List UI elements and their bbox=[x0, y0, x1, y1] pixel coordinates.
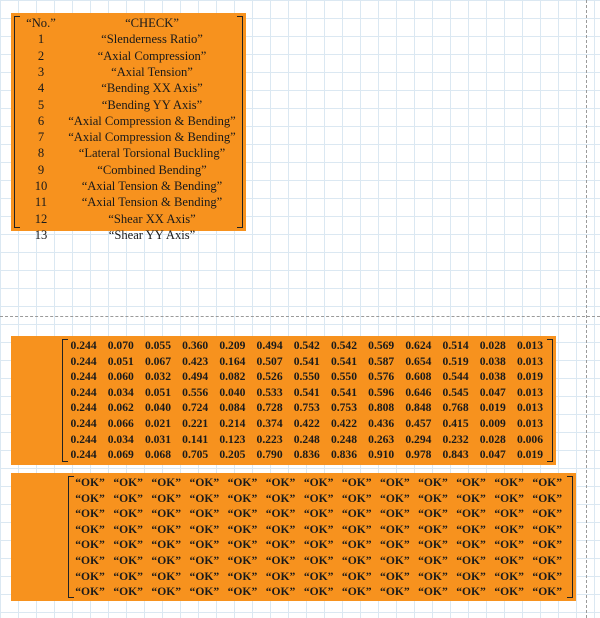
check-cell: “OK” bbox=[380, 522, 410, 536]
ratio-cell: 0.082 bbox=[219, 370, 246, 384]
ratio-cell: 0.415 bbox=[442, 417, 469, 430]
ratio-cell: 0.550 bbox=[293, 370, 320, 384]
check-cell: “OK” bbox=[532, 507, 563, 521]
ratio-cell: 0.068 bbox=[144, 448, 172, 462]
list-item bbox=[11, 178, 246, 194]
list-item bbox=[11, 145, 246, 161]
check-cell: “OK” bbox=[189, 522, 220, 536]
ratio-cell: 0.724 bbox=[182, 401, 209, 415]
ratio-cell: 0.221 bbox=[182, 417, 209, 430]
ratio-cell: 0.164 bbox=[219, 354, 246, 368]
ratio-cell: 0.494 bbox=[182, 370, 209, 384]
page-boundary-vertical bbox=[586, 0, 587, 618]
check-cell: “OK” bbox=[75, 585, 105, 599]
check-cell: “OK” bbox=[456, 554, 486, 567]
check-cell: “OK” bbox=[113, 554, 143, 567]
check-cell: “OK” bbox=[494, 476, 524, 489]
ratio-cell: 0.836 bbox=[330, 448, 358, 462]
ratio-cell: 0.013 bbox=[516, 339, 544, 352]
check-cell: “OK” bbox=[113, 585, 143, 599]
check-cell: “OK” bbox=[227, 507, 258, 521]
check-cell: “OK” bbox=[75, 569, 105, 583]
check-cell: “OK” bbox=[303, 554, 334, 567]
ratio-cell: 0.768 bbox=[442, 401, 469, 415]
ratio-cell: 0.654 bbox=[405, 354, 432, 368]
check-description: “Slenderness Ratio” bbox=[101, 32, 203, 47]
check-cell: “OK” bbox=[418, 585, 448, 599]
ratio-matrix[interactable] bbox=[11, 336, 556, 465]
ratio-cell: 0.587 bbox=[368, 354, 395, 368]
ratio-cell: 0.263 bbox=[368, 432, 395, 446]
check-cell: “OK” bbox=[380, 538, 410, 552]
check-cell: “OK” bbox=[151, 522, 182, 536]
check-cell: “OK” bbox=[418, 554, 448, 567]
check-cell: “OK” bbox=[380, 476, 410, 489]
check-cell: “OK” bbox=[341, 476, 372, 489]
check-description: “Combined Bending” bbox=[97, 162, 207, 177]
check-cell: “OK” bbox=[341, 569, 372, 583]
ratio-cell: 0.141 bbox=[182, 432, 209, 446]
check-cell: “OK” bbox=[494, 554, 524, 567]
ratio-cell: 0.542 bbox=[330, 339, 358, 352]
ratio-cell: 0.244 bbox=[70, 339, 97, 352]
check-description: “Axial Tension” bbox=[111, 64, 193, 79]
ratio-cell: 0.062 bbox=[107, 401, 134, 415]
check-number: 4 bbox=[37, 81, 45, 96]
check-cell: “OK” bbox=[418, 476, 448, 489]
ratio-cell: 0.019 bbox=[516, 370, 544, 384]
check-cell: “OK” bbox=[532, 522, 563, 536]
ratio-cell: 0.060 bbox=[107, 370, 134, 384]
check-number: 2 bbox=[37, 48, 45, 63]
check-cell: “OK” bbox=[303, 538, 334, 552]
check-cell: “OK” bbox=[227, 522, 258, 536]
ratio-cell: 0.244 bbox=[70, 401, 97, 415]
check-cell: “OK” bbox=[151, 491, 182, 505]
check-number: 10 bbox=[34, 179, 48, 193]
check-number: 3 bbox=[37, 64, 45, 79]
check-cell: “OK” bbox=[189, 507, 220, 521]
list-item bbox=[11, 227, 246, 243]
ratio-cell: 0.556 bbox=[182, 385, 209, 399]
list-item bbox=[11, 194, 246, 210]
check-cell: “OK” bbox=[341, 522, 372, 536]
ratio-cell: 0.038 bbox=[479, 354, 506, 368]
check-number: 9 bbox=[37, 162, 45, 177]
list-item bbox=[11, 162, 246, 178]
ratio-cell: 0.569 bbox=[368, 339, 395, 352]
check-cell: “OK” bbox=[189, 585, 220, 599]
ratio-cell: 0.040 bbox=[219, 385, 246, 399]
ratio-cell: 0.545 bbox=[442, 385, 469, 399]
check-cell: “OK” bbox=[227, 554, 258, 567]
check-cell: “OK” bbox=[265, 585, 296, 599]
check-cell: “OK” bbox=[113, 491, 143, 505]
check-cell: “OK” bbox=[265, 522, 296, 536]
check-cell: “OK” bbox=[227, 476, 258, 489]
ratio-cell: 0.541 bbox=[293, 354, 320, 368]
list-item bbox=[11, 80, 246, 96]
check-cell: “OK” bbox=[227, 585, 258, 599]
check-cell: “OK” bbox=[532, 554, 563, 567]
check-description: “Shear YY Axis” bbox=[108, 227, 196, 242]
check-cell: “OK” bbox=[456, 585, 486, 599]
list-item bbox=[11, 48, 246, 64]
ratio-cell: 0.209 bbox=[219, 339, 246, 352]
check-cell: “OK” bbox=[418, 522, 448, 536]
ratio-cell: 0.542 bbox=[293, 339, 320, 352]
check-cell: “OK” bbox=[303, 522, 334, 536]
ratio-cell: 0.248 bbox=[330, 432, 358, 446]
check-cell: “OK” bbox=[418, 569, 448, 583]
page-boundary-horizontal bbox=[0, 316, 600, 317]
ratio-cell: 0.028 bbox=[479, 339, 506, 352]
ratio-cell: 0.541 bbox=[330, 385, 358, 399]
check-cell: “OK” bbox=[456, 507, 486, 521]
check-cell: “OK” bbox=[303, 491, 334, 505]
check-cell: “OK” bbox=[265, 507, 296, 521]
check-number: 13 bbox=[34, 227, 48, 242]
check-cell: “OK” bbox=[151, 585, 182, 599]
ratio-cell: 0.013 bbox=[516, 385, 544, 399]
check-cell: “OK” bbox=[75, 554, 105, 567]
ratio-cell: 0.013 bbox=[516, 417, 544, 430]
ratio-cell: 0.084 bbox=[219, 401, 246, 415]
check-cell: “OK” bbox=[227, 538, 258, 552]
ratio-cell: 0.232 bbox=[442, 432, 469, 446]
check-cell: “OK” bbox=[75, 491, 105, 505]
ratio-cell: 0.066 bbox=[107, 417, 134, 430]
header-check: “CHECK” bbox=[125, 16, 179, 30]
list-item bbox=[11, 97, 246, 113]
ratio-cell: 0.013 bbox=[516, 354, 544, 368]
ratio-cell: 0.019 bbox=[479, 401, 506, 415]
check-matrix[interactable] bbox=[11, 473, 576, 601]
ratio-cell: 0.244 bbox=[70, 385, 97, 399]
ratio-cell: 0.031 bbox=[144, 432, 172, 446]
check-cell: “OK” bbox=[341, 538, 372, 552]
check-cell: “OK” bbox=[303, 476, 334, 489]
check-cell: “OK” bbox=[151, 569, 182, 583]
ratio-cell: 0.360 bbox=[182, 339, 209, 352]
check-description: “Shear XX Axis” bbox=[108, 211, 196, 226]
check-cell: “OK” bbox=[265, 491, 296, 505]
check-number: 6 bbox=[37, 113, 45, 128]
ratio-cell: 0.436 bbox=[368, 417, 395, 430]
check-cell: “OK” bbox=[189, 538, 220, 552]
ratio-cell: 0.494 bbox=[256, 339, 283, 352]
check-description: “Axial Compression & Bending” bbox=[68, 113, 236, 128]
list-item bbox=[11, 31, 246, 47]
check-cell: “OK” bbox=[494, 569, 524, 583]
ratio-cell: 0.526 bbox=[256, 370, 283, 384]
check-number: 1 bbox=[37, 32, 45, 47]
check-cell: “OK” bbox=[456, 569, 486, 583]
check-description: “Bending YY Axis” bbox=[101, 97, 203, 112]
ratio-cell: 0.034 bbox=[107, 385, 134, 399]
check-cell: “OK” bbox=[189, 491, 220, 505]
check-cell: “OK” bbox=[303, 585, 334, 599]
check-cell: “OK” bbox=[456, 522, 486, 536]
ratio-cell: 0.069 bbox=[107, 448, 134, 462]
ratio-cell: 0.519 bbox=[442, 354, 469, 368]
check-cell: “OK” bbox=[265, 538, 296, 552]
ratio-cell: 0.070 bbox=[107, 339, 134, 352]
ratio-cell: 0.019 bbox=[516, 448, 544, 462]
check-cell: “OK” bbox=[494, 507, 524, 521]
check-description: “Axial Tension & Bending” bbox=[81, 195, 223, 210]
ratio-cell: 0.040 bbox=[144, 401, 172, 415]
check-cell: “OK” bbox=[113, 476, 143, 489]
ratio-cell: 0.006 bbox=[516, 432, 544, 446]
check-cell: “OK” bbox=[113, 507, 143, 521]
check-description: “Axial Tension & Bending” bbox=[81, 179, 223, 193]
list-item bbox=[11, 113, 246, 129]
check-cell: “OK” bbox=[341, 491, 372, 505]
ratio-cell: 0.576 bbox=[368, 370, 395, 384]
ratio-cell: 0.028 bbox=[479, 432, 506, 446]
ratio-cell: 0.541 bbox=[330, 354, 358, 368]
header-no: “No.” bbox=[26, 16, 56, 30]
check-cell: “OK” bbox=[341, 507, 372, 521]
ratio-cell: 0.034 bbox=[107, 432, 134, 446]
check-cell: “OK” bbox=[75, 507, 105, 521]
ratio-cell: 0.596 bbox=[368, 385, 395, 399]
check-cell: “OK” bbox=[418, 491, 448, 505]
ratio-cell: 0.244 bbox=[70, 354, 97, 368]
ratio-cell: 0.244 bbox=[70, 448, 97, 462]
ratio-cell: 0.051 bbox=[107, 354, 134, 368]
ratio-cell: 0.423 bbox=[182, 354, 209, 368]
check-description: “Axial Compression” bbox=[97, 48, 207, 63]
check-cell: “OK” bbox=[227, 569, 258, 583]
ratio-cell: 0.047 bbox=[479, 448, 506, 462]
ratio-cell: 0.514 bbox=[442, 339, 469, 352]
check-cell: “OK” bbox=[494, 522, 524, 536]
ratio-cell: 0.374 bbox=[256, 417, 283, 430]
check-cell: “OK” bbox=[189, 476, 220, 489]
check-cell: “OK” bbox=[494, 585, 524, 599]
check-cell: “OK” bbox=[151, 507, 182, 521]
list-item bbox=[11, 211, 246, 227]
check-cell: “OK” bbox=[456, 491, 486, 505]
check-cell: “OK” bbox=[456, 476, 486, 489]
ratio-cell: 0.244 bbox=[70, 417, 97, 430]
ratio-cell: 0.123 bbox=[219, 432, 246, 446]
ratio-cell: 0.051 bbox=[144, 385, 172, 399]
check-cell: “OK” bbox=[151, 554, 182, 567]
ratio-cell: 0.244 bbox=[70, 370, 97, 384]
check-number: 5 bbox=[37, 97, 45, 112]
check-cell: “OK” bbox=[265, 569, 296, 583]
check-cell: “OK” bbox=[303, 569, 334, 583]
check-list-matrix[interactable] bbox=[11, 13, 246, 242]
check-cell: “OK” bbox=[113, 569, 143, 583]
ratio-cell: 0.021 bbox=[144, 417, 172, 430]
ratio-cell: 0.808 bbox=[368, 401, 395, 415]
check-cell: “OK” bbox=[265, 554, 296, 567]
check-cell: “OK” bbox=[380, 491, 410, 505]
ratio-cell: 0.790 bbox=[256, 448, 283, 462]
check-cell: “OK” bbox=[380, 554, 410, 567]
check-cell: “OK” bbox=[151, 538, 182, 552]
ratio-cell: 0.705 bbox=[182, 448, 209, 462]
ratio-cell: 0.550 bbox=[330, 370, 358, 384]
ratio-cell: 0.032 bbox=[144, 370, 172, 384]
check-cell: “OK” bbox=[532, 569, 563, 583]
check-cell: “OK” bbox=[341, 554, 372, 567]
check-cell: “OK” bbox=[113, 538, 143, 552]
check-number: 8 bbox=[37, 146, 45, 161]
check-number: 12 bbox=[34, 211, 48, 226]
ratio-cell: 0.214 bbox=[219, 417, 246, 430]
ratio-cell: 0.244 bbox=[70, 432, 97, 446]
check-cell: “OK” bbox=[75, 476, 105, 489]
check-cell: “OK” bbox=[418, 538, 448, 552]
check-cell: “OK” bbox=[113, 522, 143, 536]
ratio-cell: 0.223 bbox=[256, 432, 283, 446]
ratio-cell: 0.848 bbox=[405, 401, 432, 415]
list-item bbox=[11, 129, 246, 145]
ratio-cell: 0.422 bbox=[330, 417, 358, 430]
list-header-row bbox=[11, 15, 246, 31]
ratio-cell: 0.507 bbox=[256, 354, 283, 368]
check-cell: “OK” bbox=[494, 491, 524, 505]
check-cell: “OK” bbox=[380, 507, 410, 521]
matrix-bracket-right bbox=[567, 476, 573, 598]
ratio-cell: 0.533 bbox=[256, 385, 283, 399]
ratio-cell: 0.843 bbox=[442, 448, 469, 462]
check-cell: “OK” bbox=[189, 569, 220, 583]
check-cell: “OK” bbox=[189, 554, 220, 567]
ratio-cell: 0.294 bbox=[405, 432, 432, 446]
ratio-cell: 0.248 bbox=[293, 432, 320, 446]
ratio-cell: 0.608 bbox=[405, 370, 432, 384]
check-cell: “OK” bbox=[494, 538, 524, 552]
ratio-cell: 0.544 bbox=[442, 370, 469, 384]
check-cell: “OK” bbox=[380, 585, 410, 599]
ratio-cell: 0.541 bbox=[293, 385, 320, 399]
check-cell: “OK” bbox=[265, 476, 296, 489]
ratio-cell: 0.624 bbox=[405, 339, 432, 352]
ratio-cell: 0.067 bbox=[144, 354, 172, 368]
ratio-cell: 0.457 bbox=[405, 417, 432, 430]
ratio-cell: 0.836 bbox=[293, 448, 320, 462]
check-cell: “OK” bbox=[532, 538, 563, 552]
list-item bbox=[11, 64, 246, 80]
check-description: “Lateral Torsional Buckling” bbox=[78, 146, 226, 161]
check-number: 7 bbox=[37, 130, 45, 145]
ratio-cell: 0.646 bbox=[405, 385, 432, 399]
check-number: 11 bbox=[34, 195, 48, 210]
check-cell: “OK” bbox=[303, 507, 334, 521]
ratio-cell: 0.047 bbox=[479, 385, 506, 399]
ratio-cell: 0.009 bbox=[479, 417, 506, 430]
ratio-cell: 0.728 bbox=[256, 401, 283, 415]
check-description: “Bending XX Axis” bbox=[101, 81, 203, 96]
check-cell: “OK” bbox=[227, 491, 258, 505]
check-cell: “OK” bbox=[532, 491, 563, 505]
ratio-cell: 0.910 bbox=[368, 448, 395, 462]
check-cell: “OK” bbox=[418, 507, 448, 521]
ratio-cell: 0.422 bbox=[293, 417, 320, 430]
check-cell: “OK” bbox=[380, 569, 410, 583]
ratio-cell: 0.038 bbox=[479, 370, 506, 384]
ratio-cell: 0.205 bbox=[219, 448, 246, 462]
check-cell: “OK” bbox=[341, 585, 372, 599]
check-cell: “OK” bbox=[75, 522, 105, 536]
ratio-cell: 0.013 bbox=[516, 401, 544, 415]
check-description: “Axial Compression & Bending” bbox=[68, 130, 236, 145]
ratio-cell: 0.753 bbox=[293, 401, 320, 415]
check-cell: “OK” bbox=[151, 476, 182, 489]
ratio-cell: 0.055 bbox=[144, 339, 172, 352]
check-cell: “OK” bbox=[75, 538, 105, 552]
ratio-cell: 0.753 bbox=[330, 401, 358, 415]
check-cell: “OK” bbox=[532, 585, 563, 599]
ratio-cell: 0.978 bbox=[405, 448, 432, 462]
check-cell: “OK” bbox=[456, 538, 486, 552]
check-cell: “OK” bbox=[532, 476, 563, 489]
